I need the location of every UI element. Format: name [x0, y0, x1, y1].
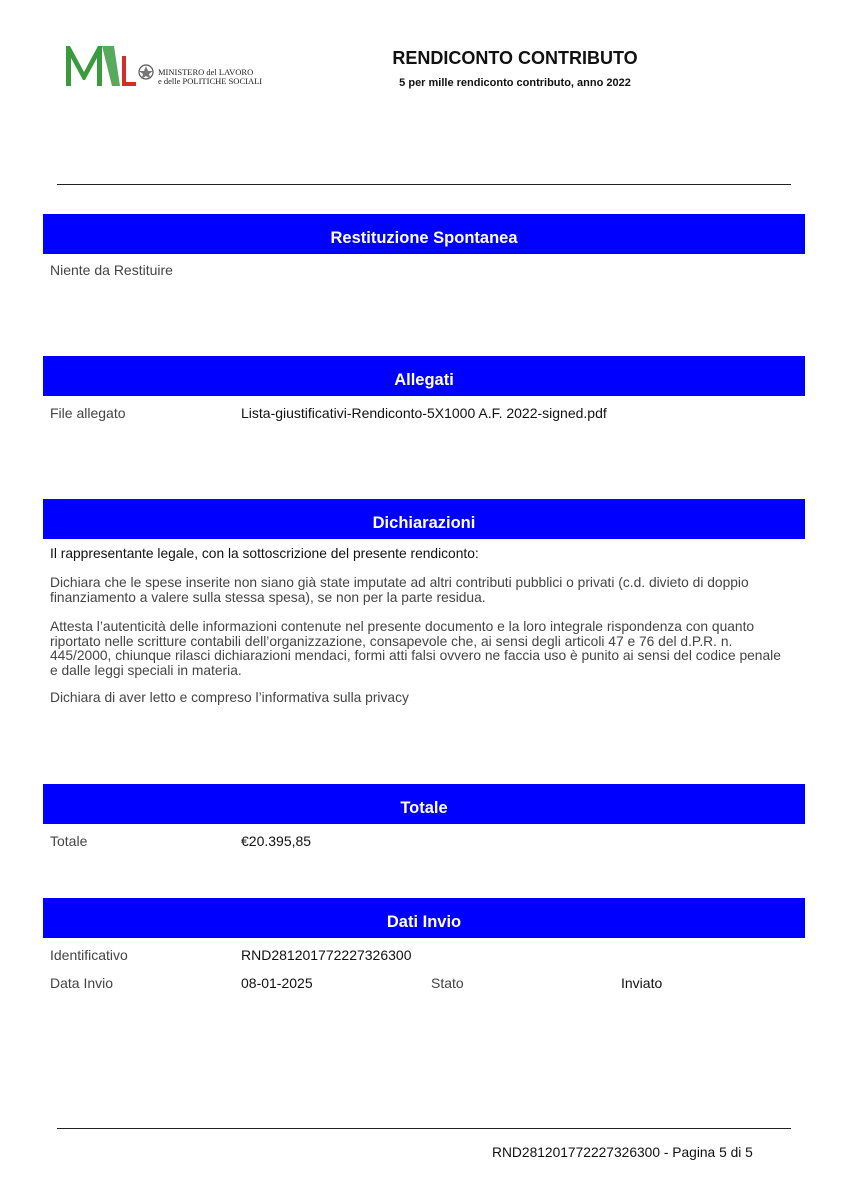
totale-label: Totale [50, 833, 88, 849]
header-divider [57, 184, 791, 185]
dichiarazione-autenticita: Attesta l’autenticità delle informazioni contenute nel presente documento e la loro integrale rispondenza con quanto riportato nelle scritture contabili dell’organizzazione, consapevole che, ai sensi degli articoli 47 e 76 del d.P.R. n. 445/2000, chiunque rilasci dichiarazioni mendaci, formi atti falsi ovvero ne faccia uso è punito ai sensi del codice penale e dalle leggi speciali in materia. [50, 619, 781, 678]
ministry-name-line1: MINISTERO del LAVORO [158, 67, 254, 77]
totale-value: €20.395,85 [241, 833, 312, 849]
data-invio-label: Data Invio [50, 975, 114, 991]
dichiarazione-privacy: Dichiara di aver letto e compreso l’informativa sulla privacy [50, 690, 409, 705]
dichiarazione-doppio-finanziamento: Dichiara che le spese inserite non siano già state imputate ad altri contributi pubblici o privati (c.d. divieto di doppio finanziamento a valere sulla stessa spesa), se non per la parte residua. [50, 575, 749, 605]
file-allegato-link[interactable]: Lista-giustificativi-Rendiconto-5X1000 A.F. 2022-signed.pdf [241, 405, 607, 421]
document-subtitle: 5 per mille rendiconto contributo, anno 2022 [399, 77, 631, 89]
section-header-dati-invio: Dati Invio [43, 898, 805, 938]
identificativo-label: Identificativo [50, 947, 128, 963]
file-allegato-label: File allegato [50, 405, 126, 421]
ministry-name-line2: e delle POLITICHE SOCIALI [158, 76, 263, 86]
stato-value: Inviato [621, 975, 663, 991]
page-footer: RND281201772227326300 - Pagina 5 di 5 [492, 1145, 753, 1160]
section-header-allegati: Allegati [43, 356, 805, 396]
data-invio-value: 08-01-2025 [241, 975, 313, 991]
document-title: RENDICONTO CONTRIBUTO [392, 48, 638, 68]
logo-l-mark [122, 56, 136, 86]
section-header-totale: Totale [43, 784, 805, 824]
section-header-dichiarazioni: Dichiarazioni [43, 499, 805, 539]
dichiarazioni-intro: Il rappresentante legale, con la sottoscrizione del presente rendiconto: [50, 546, 479, 561]
ministry-name [158, 68, 262, 86]
stato-label: Stato [431, 975, 464, 991]
footer-divider [57, 1128, 791, 1129]
identificativo-value: RND281201772227326300 [241, 947, 412, 963]
restituzione-text: Niente da Restituire [50, 262, 173, 278]
logo-m-mark [66, 46, 102, 86]
section-header-restituzione: Restituzione Spontanea [43, 214, 805, 254]
